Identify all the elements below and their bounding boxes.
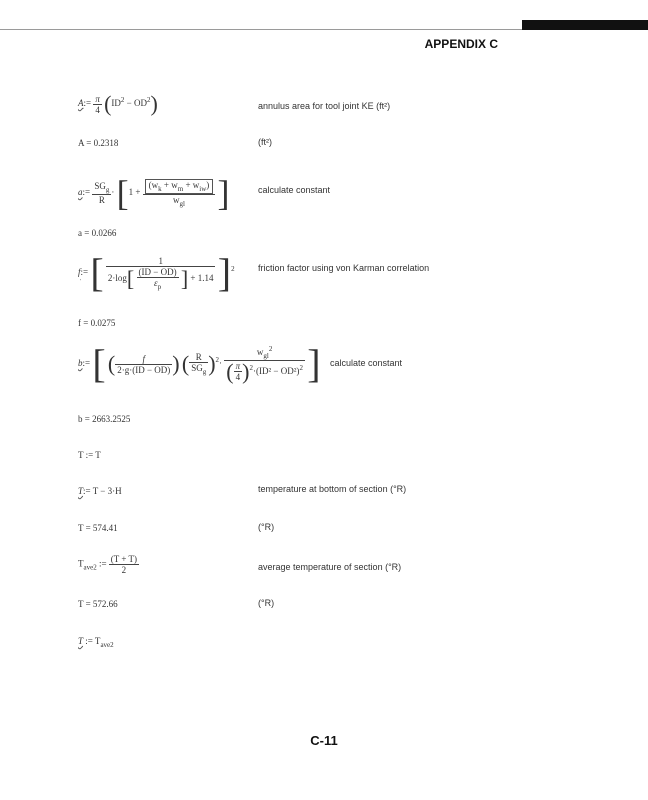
header-bar [522, 20, 648, 30]
comment-constant-b: calculate constant [330, 358, 403, 368]
page-number: C-11 [310, 733, 338, 748]
eq-constant-b: b:= [ ( $\frac{f}{2\cdot g\cdot(ID - OD)}$ ) ( $\frac{R}{SG_g}$ )$^2$· $w_{gl}^2$ ( $\frac{\pi}{4}$ )$^2\cdot(ID^2 - OD^2)^2$ ] [78, 341, 321, 386]
comment-temp-bottom: temperature at bottom of section (°R) [258, 484, 407, 494]
result-a: a = 0.0266 [78, 228, 117, 238]
result-friction-factor: f = 0.0275 [78, 318, 116, 328]
eq-temp-average: $T_{ave2}$ := $\frac{(T + T)}{2}$ [78, 554, 138, 575]
comment-friction-factor: friction factor using von Karman correlation [258, 263, 430, 273]
result-b: b = 2663.2525 [78, 414, 131, 424]
eq-annulus-area: A:= $\frac{\pi}{4}$ $(ID^2 - OD^2)$ [78, 91, 158, 116]
comment-constant-a: calculate constant [258, 185, 331, 195]
comment-temp-units: (°R) [258, 522, 275, 532]
eq-temp-bottom: T:= T − 3·H [78, 486, 122, 496]
result-temp-average: T = 572.66 [78, 599, 118, 609]
result-area: A = 0.2318 [78, 138, 119, 148]
eq-constant-a: a:= $\frac{SG_g}{R}$ · [1 + $\frac{(w_k + w_m + w_{iw})}{w_{gl}}$ ] [78, 173, 230, 213]
eq-temp-reassign: T := $T_{ave2}$ [78, 636, 114, 649]
appendix-title: APPENDIX C [424, 37, 498, 51]
comment-temp-average-units: (°R) [258, 598, 275, 608]
comment-temp-average: average temperature of section (°R) [258, 562, 402, 572]
comment-annulus-area: annulus area for tool joint KE (ft²) [258, 101, 391, 111]
result-temp: T = 574.41 [78, 523, 118, 533]
eq-temp-assign: T := T [78, 450, 101, 460]
eq-friction-factor: f:= [ 1 2·log[ $\frac{(ID - OD)}{\varepsilon_p}$ ] + 1.14 ]$^2$ [78, 250, 235, 295]
comment-area-units: (ft²) [258, 137, 272, 147]
